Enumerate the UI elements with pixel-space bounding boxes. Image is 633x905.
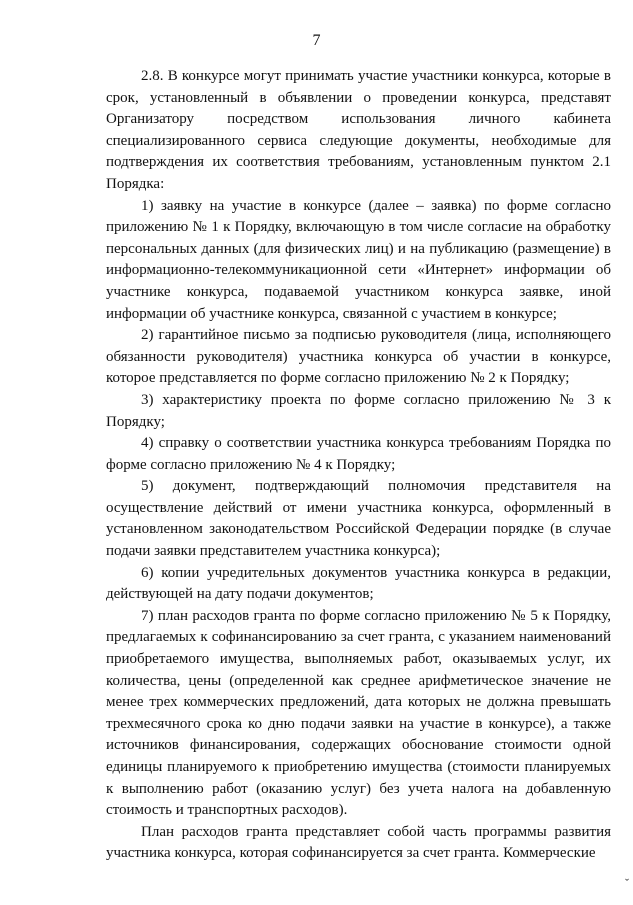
paragraph-expense-plan: План расходов гранта представляет собой часть программы развития участника конкурса, которая софинансируется за счет гранта. Коммерческие xyxy=(106,823,611,862)
list-item-4: 4) справку о соответствии участника конкурса требованиям Порядка по форме согласно приложению № 4 к Порядку; xyxy=(106,435,611,473)
list-item-5: 5) документ, подтверждающий полномочия представителя на осуществление действий от имени участника конкурса, оформленный в установленном законодательством Российской Федерации порядке (в случае подачи заявки представителем участника конкурса); xyxy=(106,478,611,560)
list-item-3: 3) характеристику проекта по форме согласно приложению № 3 к Порядку; xyxy=(106,391,611,430)
paragraph-2-8: 2.8. В конкурсе могут принимать участие участники конкурса, которые в срок, установленный в объявлении о проведении конкурса, представят Организатору посредством использования личного кабинета специализированного сервиса следующие документы, необходимые для подтверждения их соответствия требованиям, установленным пунктом 2.1 Порядка: xyxy=(106,68,611,192)
page-number: 7 xyxy=(312,32,321,49)
document-body xyxy=(106,66,611,865)
list-item-2: 2) гарантийное письмо за подписью руководителя (лица, исполняющего обязанности руководителя) участника конкурса об участии в конкурсе, которое представляется по форме согласно приложению № 2 к Порядку; xyxy=(106,327,611,387)
corner-mark: ˇ xyxy=(625,876,629,890)
list-item-7: 7) план расходов гранта по форме согласно приложению № 5 к Порядку, предлагаемых к софинансированию за счет гранта, с указанием наименований приобретаемого имущества, выполняемых работ, оказываемых услуг, их количества, цены (определенной как среднее арифметическое значение не менее трех коммерческих предложений, дата которых не должна превышать трехмесячного срока ко дню подачи заявки на участие в конкурсе), а также источников финансирования, содержащих обоснование стоимости одной единицы планируемого к приобретению имущества (стоимости планируемых к выполнению работ (оказанию услуг) без учета налога на добавленную стоимость и транспортных расходов). xyxy=(106,607,611,819)
list-item-6: 6) копии учредительных документов участника конкурса в редакции, действующей на дату подачи документов; xyxy=(106,564,611,603)
list-item-1: 1) заявку на участие в конкурсе (далее – заявка) по форме согласно приложению № 1 к Порядку, включающую в том числе согласие на обработку персональных данных (для физических лиц) и на публикацию (размещение) в информационно-телекоммуникационной сети «Интернет» информации об участнике конкурса, подаваемой участником конкурса заявке, иной информации об участнике конкурса, связанной с участием в конкурсе; xyxy=(106,197,611,322)
